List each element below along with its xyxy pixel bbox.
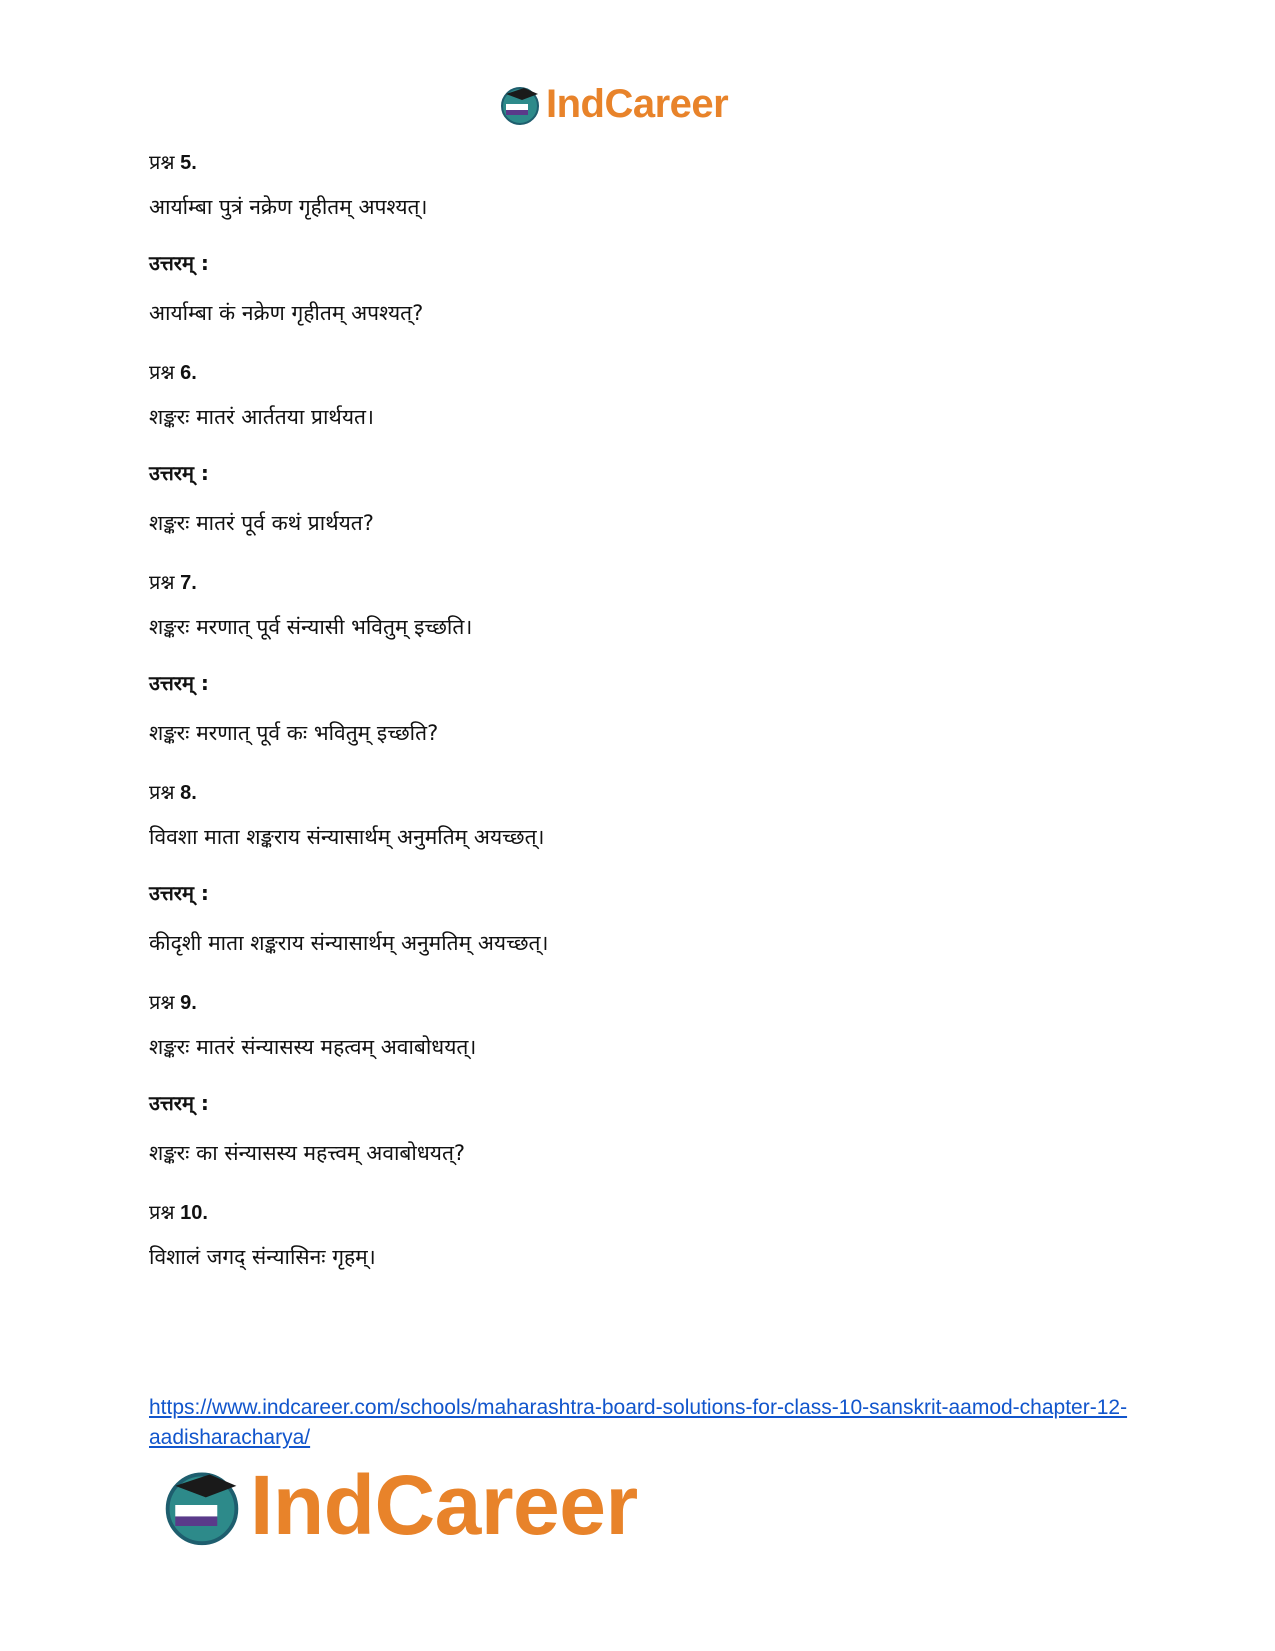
question-sentence: आर्याम्बा पुत्रं नक्रेण गृहीतम् अपश्यत्। [149,195,428,219]
answer-label: उत्तरम् : [149,461,209,485]
logo-text: IndCareer [546,81,729,126]
header-logo [498,80,728,128]
logo-text: IndCareer [250,1457,638,1552]
footer-logo [160,1457,638,1552]
question-label: प्रश्न 10. [149,1200,208,1224]
answer-label: उत्तरम् : [149,671,209,695]
answer-label: उत्तरम् : [149,251,209,275]
answer-label: उत्तरम् : [149,881,209,905]
question-sentence: विवशा माता शङ्कराय संन्यासार्थम् अनुमतिम् अयच्छत्। [149,825,545,849]
question-label: प्रश्न 6. [149,360,197,384]
question-sentence: विशालं जगद् संन्यासिनः गृहम्। [149,1245,376,1269]
answer-text: शङ्करः का संन्यासस्य महत्त्वम् अवाबोधयत्? [149,1141,466,1165]
question-label: प्रश्न 7. [149,570,197,594]
graduation-cap-globe-icon [498,82,542,126]
source-link[interactable]: https://www.indcareer.com/schools/maharashtra-board-solutions-for-class-10-sanskrit-aamod-chapter-12-aadisharacharya/ [149,1396,1128,1449]
question-sentence: शङ्करः मातरं आर्ततया प्रार्थयत। [149,405,374,429]
answer-label: उत्तरम् : [149,1091,209,1115]
question-label: प्रश्न 9. [149,990,197,1014]
answer-text: कीदृशी माता शङ्कराय संन्यासार्थम् अनुमतिम् अयच्छत्। [149,931,549,955]
answer-text: शङ्करः मरणात् पूर्व कः भवितुम् इच्छति? [149,721,439,745]
question-label: प्रश्न 5. [149,150,197,174]
question-sentence: शङ्करः मातरं संन्यासस्य महत्वम् अवाबोधयत्। [149,1035,477,1059]
question-label: प्रश्न 8. [149,780,197,804]
graduation-cap-globe-icon [160,1463,244,1547]
answer-text: शङ्करः मातरं पूर्व कथं प्रार्थयत? [149,511,374,535]
answer-text: आर्याम्बा कं नक्रेण गृहीतम् अपश्यत्? [149,301,424,325]
question-sentence: शङ्करः मरणात् पूर्व संन्यासी भवितुम् इच्छति। [149,615,473,639]
